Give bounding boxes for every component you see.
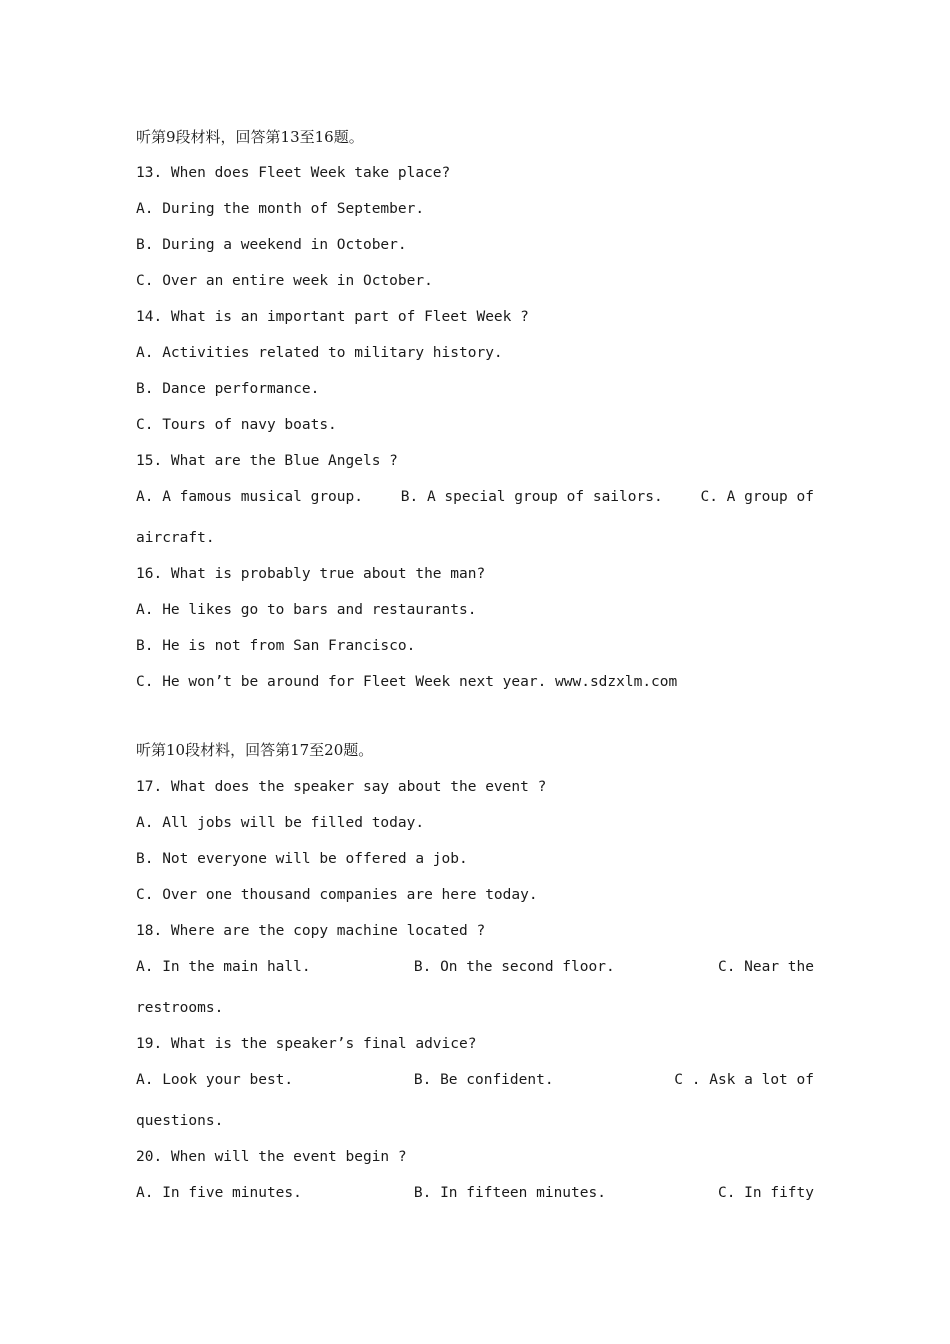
q20-options-row [136,1183,814,1203]
q15-option-b: B. A special group of sailors. [400,489,663,505]
q17-option-c: C. Over one thousand companies are here today. [136,887,538,903]
q13-option-c: C. Over an entire week in October. [136,273,433,289]
q18-option-c-continued: restrooms. [136,1000,224,1016]
q15-option-c: C. A group of [700,489,814,505]
q16-option-c: C. He won’t be around for Fleet Week next year. www.sdzxlm.com [136,674,678,690]
q20-option-b: B. In fifteen minutes. [413,1185,606,1201]
q20-option-a: A. In five minutes. [136,1185,302,1201]
q13-option-b: B. During a weekend in October. [136,237,407,253]
question-13: 13. When does Fleet Week take place? [136,165,451,181]
q15-options-row [136,487,814,507]
q18-options-row [136,957,814,977]
question-14: 14. What is an important part of Fleet Week ? [136,309,529,325]
q18-option-a: A. In the main hall. [136,959,311,975]
question-18: 18. Where are the copy machine located ? [136,923,486,939]
q16-option-b: B. He is not from San Francisco. [136,638,416,654]
question-15: 15. What are the Blue Angels ? [136,453,398,469]
q16-option-a: A. He likes go to bars and restaurants. [136,602,477,618]
question-16: 16. What is probably true about the man? [136,566,486,582]
question-20: 20. When will the event begin ? [136,1149,407,1165]
q17-option-a: A. All jobs will be filled today. [136,815,425,831]
q19-option-a: A. Look your best. [136,1072,294,1088]
q19-option-c-continued: questions. [136,1113,224,1129]
q19-options-row [136,1070,814,1090]
q15-option-a: A. A famous musical group. [136,489,363,505]
q19-option-c: C . Ask a lot of [674,1072,814,1088]
q18-option-b: B. On the second floor. [413,959,615,975]
q20-option-c: C. In fifty [717,1185,814,1201]
section-heading: 听第9段材料，回答第13至16题。 [136,128,364,146]
section-heading: 听第10段材料，回答第17至20题。 [136,741,374,759]
q13-option-a: A. During the month of September. [136,201,425,217]
q14-option-a: A. Activities related to military history. [136,345,503,361]
question-19: 19. What is the speaker’s final advice? [136,1036,477,1052]
question-17: 17. What does the speaker say about the event ? [136,779,547,795]
q14-option-c: C. Tours of navy boats. [136,417,337,433]
q18-option-c: C. Near the [717,959,814,975]
q19-option-b: B. Be confident. [413,1072,554,1088]
q15-option-c-continued: aircraft. [136,530,215,546]
q14-option-b: B. Dance performance. [136,381,320,397]
q17-option-b: B. Not everyone will be offered a job. [136,851,468,867]
